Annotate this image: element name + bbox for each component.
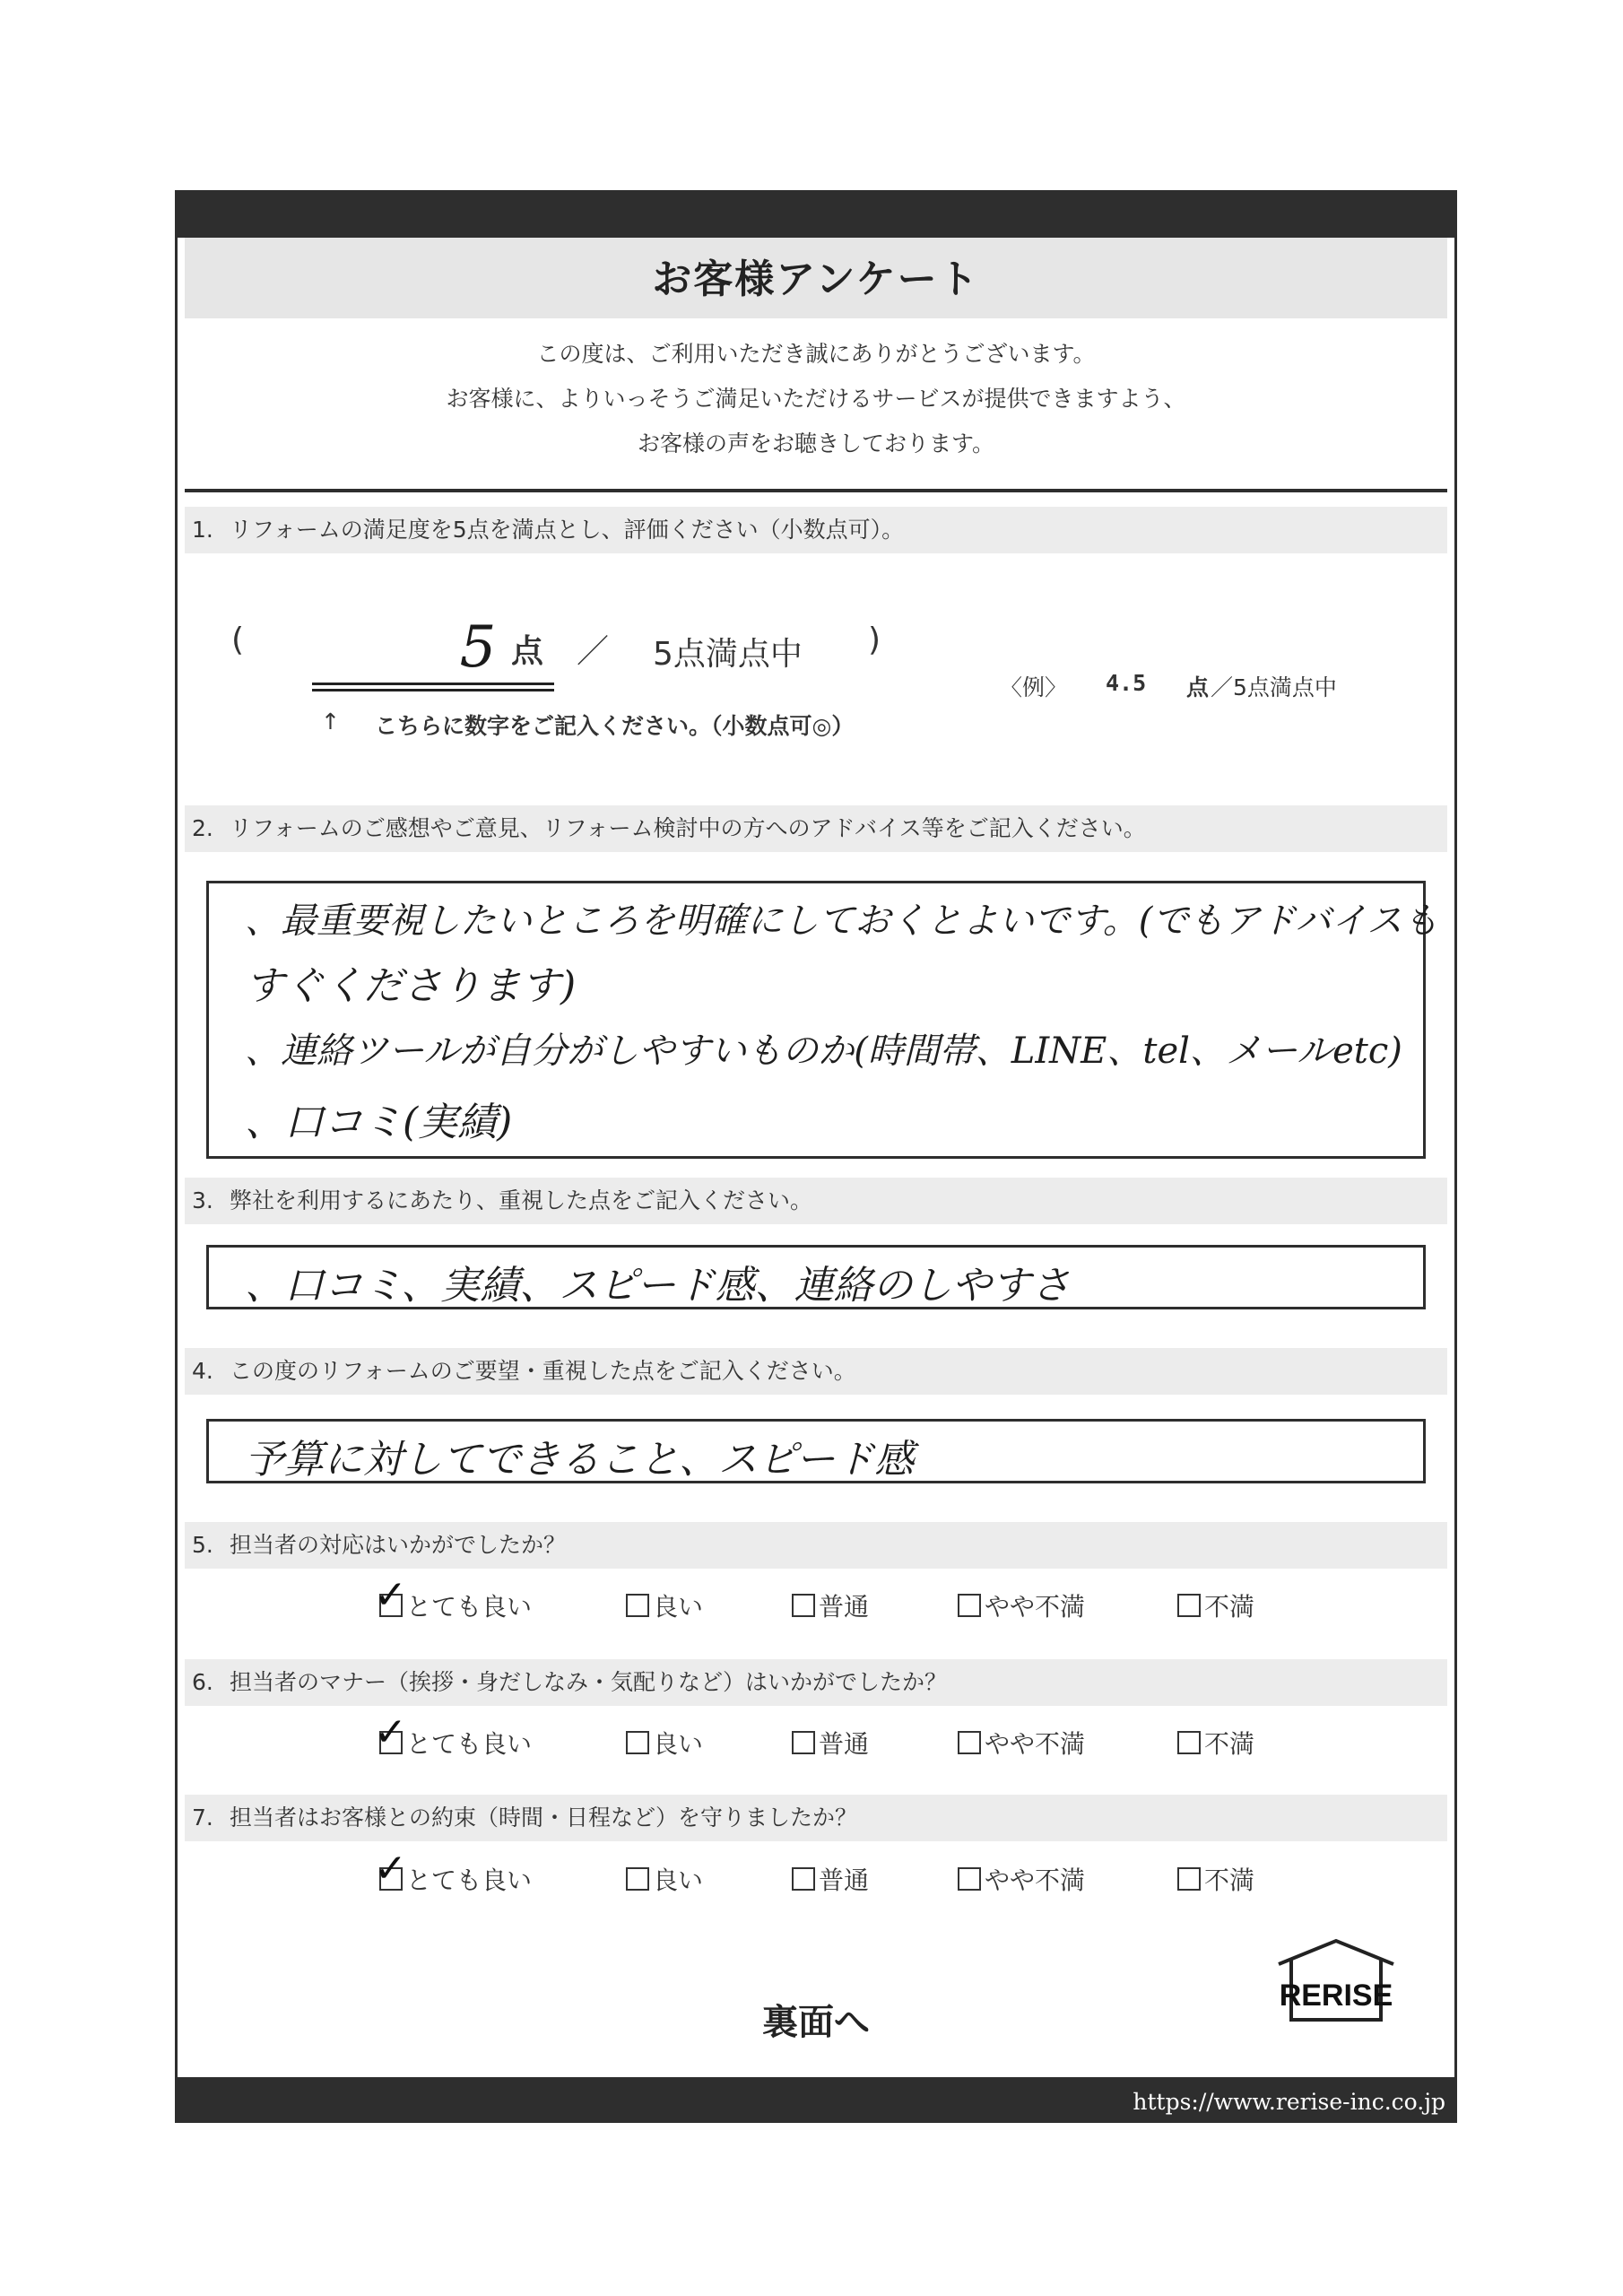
option-dissatisfied[interactable] bbox=[1177, 1861, 1254, 1897]
question-number: 5. bbox=[192, 1532, 213, 1558]
question-3 bbox=[185, 1178, 1447, 1224]
close-paren: ) bbox=[868, 622, 881, 658]
score-value[interactable]: 5 bbox=[459, 614, 497, 681]
question-6 bbox=[185, 1659, 1447, 1706]
check-mark-icon: ✓ bbox=[374, 1846, 407, 1892]
question-text: リフォームのご感想やご意見、リフォーム検討中の方へのアドバイス等をご記入ください。 bbox=[230, 815, 1146, 841]
logo-text: RERISE bbox=[1279, 1979, 1393, 2013]
question-text: この度のリフォームのご要望・重視した点をご記入ください。 bbox=[230, 1358, 856, 1384]
answer-line: 、口コミ、実績、スピード感、連絡のしやすさ bbox=[245, 1263, 1071, 1309]
option-label: とても良い bbox=[406, 1592, 533, 1622]
question-5 bbox=[185, 1522, 1447, 1569]
checkbox[interactable] bbox=[374, 1709, 407, 1755]
question-text: 弊社を利用するにあたり、重視した点をご記入ください。 bbox=[230, 1187, 813, 1213]
answer-line: 予算に対してできること、スピード感 bbox=[245, 1437, 915, 1483]
answer-box-3[interactable] bbox=[206, 1245, 1426, 1309]
score-underline bbox=[312, 689, 554, 691]
score-underline bbox=[312, 683, 554, 685]
question-text: 担当者の対応はいかがでしたか？ bbox=[230, 1532, 567, 1558]
option-slightly-dissatisfied[interactable] bbox=[958, 1587, 1085, 1623]
question-1 bbox=[185, 507, 1447, 553]
checkbox[interactable] bbox=[1177, 1731, 1201, 1754]
question-7 bbox=[185, 1795, 1447, 1841]
divider bbox=[185, 489, 1447, 492]
option-label: 普通 bbox=[819, 1729, 870, 1759]
survey-sheet bbox=[175, 190, 1457, 2123]
checkbox[interactable] bbox=[1177, 1594, 1201, 1617]
checkbox[interactable] bbox=[626, 1731, 649, 1754]
question-text: 担当者はお客様との約束（時間・日程など）を守りましたか？ bbox=[230, 1805, 858, 1831]
option-label: やや不満 bbox=[985, 1592, 1086, 1622]
question-number: 4. bbox=[192, 1358, 213, 1384]
option-slightly-dissatisfied[interactable] bbox=[958, 1725, 1085, 1761]
open-paren: ( bbox=[231, 622, 245, 658]
option-very-good[interactable] bbox=[374, 1572, 533, 1623]
option-very-good[interactable] bbox=[374, 1709, 533, 1761]
max-score-text: 5点満点中 bbox=[653, 636, 803, 673]
option-dissatisfied[interactable] bbox=[1177, 1725, 1254, 1761]
question-4 bbox=[185, 1348, 1447, 1395]
checkbox[interactable] bbox=[626, 1594, 649, 1617]
check-mark-icon: ✓ bbox=[374, 1572, 407, 1618]
option-normal[interactable] bbox=[792, 1725, 869, 1761]
example-rest: ／5点満点中 bbox=[1211, 674, 1337, 700]
question-2 bbox=[185, 805, 1447, 852]
option-very-good[interactable] bbox=[374, 1846, 533, 1897]
website-url[interactable]: https://www.rerise-inc.co.jp bbox=[1133, 2089, 1445, 2115]
intro-text bbox=[178, 332, 1454, 466]
checkbox[interactable] bbox=[958, 1594, 981, 1617]
checkbox[interactable] bbox=[792, 1594, 815, 1617]
option-label: 不満 bbox=[1204, 1592, 1255, 1622]
answer-line: 、連絡ツールが自分がしやすいものか(時間帯、LINE、tel、メールetc) bbox=[245, 1031, 1402, 1072]
score-instruction: こちらに数字をご記入ください。（小数点可◎） bbox=[375, 713, 855, 739]
option-normal[interactable] bbox=[792, 1861, 869, 1897]
answer-line: 、最重要視したいところを明確にしておくとよいです。(でもアドバイスも bbox=[245, 900, 1439, 942]
up-arrow: ↑ bbox=[321, 709, 340, 735]
option-good[interactable] bbox=[626, 1725, 703, 1761]
score-slash: ／ bbox=[577, 633, 610, 670]
checkbox[interactable] bbox=[792, 1731, 815, 1754]
answer-line: 、口コミ(実績) bbox=[245, 1100, 513, 1145]
example-unit: 点 bbox=[1186, 674, 1210, 700]
intro-line: この度は、ご利用いただき誠にありがとうございます。 bbox=[536, 341, 1096, 367]
checkbox[interactable] bbox=[374, 1572, 407, 1618]
option-label: 普通 bbox=[819, 1866, 870, 1895]
checkbox[interactable] bbox=[958, 1867, 981, 1891]
answer-box-2[interactable] bbox=[206, 881, 1439, 1159]
question-number: 2. bbox=[192, 815, 213, 841]
option-slightly-dissatisfied[interactable] bbox=[958, 1861, 1085, 1897]
option-label: やや不満 bbox=[985, 1729, 1086, 1759]
option-label: やや不満 bbox=[985, 1866, 1086, 1895]
top-bar bbox=[178, 193, 1454, 238]
option-label: 不満 bbox=[1204, 1866, 1255, 1895]
option-dissatisfied[interactable] bbox=[1177, 1587, 1254, 1623]
score-unit: 点 bbox=[511, 633, 544, 670]
question-number: 3. bbox=[192, 1187, 213, 1213]
option-label: とても良い bbox=[406, 1729, 533, 1759]
option-label: とても良い bbox=[406, 1866, 533, 1895]
rerise-logo bbox=[1273, 1937, 1399, 2027]
next-page-label: 裏面へ bbox=[762, 2002, 870, 2043]
checkbox[interactable] bbox=[958, 1731, 981, 1754]
option-normal[interactable] bbox=[792, 1587, 869, 1623]
bottom-bar bbox=[178, 2077, 1454, 2120]
answer-box-4[interactable] bbox=[206, 1419, 1426, 1483]
example-label: 〈例〉 bbox=[1000, 674, 1068, 700]
checkbox[interactable] bbox=[626, 1867, 649, 1891]
option-label: 良い bbox=[653, 1866, 704, 1895]
example-value: 4.5 bbox=[1106, 670, 1147, 696]
question-text: リフォームの満足度を5点を満点とし、評価ください（小数点可）。 bbox=[230, 517, 905, 543]
intro-line: お客様の声をお聴きしております。 bbox=[637, 430, 994, 457]
option-label: 良い bbox=[653, 1592, 704, 1622]
checkbox[interactable] bbox=[1177, 1867, 1201, 1891]
checkbox[interactable] bbox=[792, 1867, 815, 1891]
question-text: 担当者のマナー（挨拶・身だしなみ・気配りなど）はいかがでしたか？ bbox=[230, 1669, 948, 1695]
option-label: 良い bbox=[653, 1729, 704, 1759]
question-number: 1. bbox=[192, 517, 213, 543]
option-label: 普通 bbox=[819, 1592, 870, 1622]
question-number: 7. bbox=[192, 1805, 213, 1831]
option-label: 不満 bbox=[1204, 1729, 1255, 1759]
survey-title: お客様アンケート bbox=[652, 257, 980, 302]
checkbox[interactable] bbox=[374, 1846, 407, 1892]
option-good[interactable] bbox=[626, 1587, 703, 1623]
question-number: 6. bbox=[192, 1669, 213, 1695]
intro-line: お客様に、よりいっそうご満足いただけるサービスが提供できますよう、 bbox=[446, 386, 1186, 412]
answer-line: すぐくださります) bbox=[245, 963, 577, 1009]
check-mark-icon: ✓ bbox=[374, 1709, 407, 1755]
option-good[interactable] bbox=[626, 1861, 703, 1897]
